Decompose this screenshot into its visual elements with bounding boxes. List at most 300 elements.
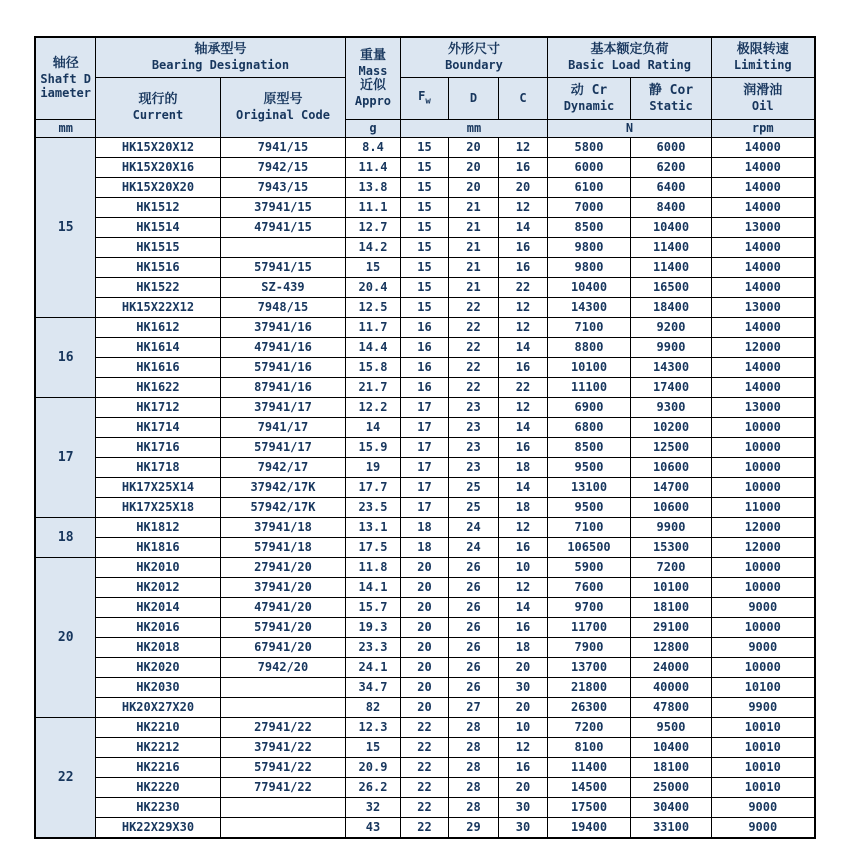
table-row (35, 277, 814, 297)
cell-fw: 16 (400, 317, 448, 337)
cell-current: HK2030 (95, 677, 220, 697)
cell-d: 21 (448, 257, 498, 277)
header-boundary-en: Boundary (445, 57, 503, 72)
cell-static: 10400 (631, 737, 712, 757)
cell-d: 21 (448, 277, 498, 297)
cell-original-code: 7942/20 (220, 657, 345, 677)
cell-d: 24 (448, 537, 498, 557)
unit-shaft-mm: mm (35, 119, 95, 137)
cell-dynamic: 14500 (548, 777, 631, 797)
cell-mass: 20.4 (345, 277, 400, 297)
table-row (35, 617, 814, 637)
table-row (35, 457, 814, 477)
cell-dynamic: 5800 (548, 137, 631, 157)
cell-fw: 15 (400, 257, 448, 277)
cell-dynamic: 9800 (548, 257, 631, 277)
cell-fw: 16 (400, 377, 448, 397)
cell-fw: 15 (400, 197, 448, 217)
header-fw-sub: w (425, 96, 431, 107)
cell-dynamic: 10400 (548, 277, 631, 297)
header-designation-en: Bearing Designation (151, 57, 290, 72)
cell-c: 16 (498, 257, 547, 277)
cell-dynamic: 7200 (548, 717, 631, 737)
cell-c: 14 (498, 217, 547, 237)
cell-rpm: 12000 (712, 537, 815, 557)
cell-rpm: 10000 (712, 437, 815, 457)
cell-dynamic: 11700 (548, 617, 631, 637)
cell-mass: 11.4 (345, 157, 400, 177)
cell-static: 18100 (631, 597, 712, 617)
cell-fw: 17 (400, 397, 448, 417)
cell-static: 9900 (631, 337, 712, 357)
cell-mass: 11.7 (345, 317, 400, 337)
cell-original-code: 57941/22 (220, 757, 345, 777)
cell-static: 9300 (631, 397, 712, 417)
cell-original-code: 37941/17 (220, 397, 345, 417)
cell-dynamic: 6100 (548, 177, 631, 197)
cell-fw: 20 (400, 597, 448, 617)
cell-mass: 23.5 (345, 497, 400, 517)
cell-static: 11400 (631, 237, 712, 257)
cell-current: HK22X29X30 (95, 817, 220, 838)
cell-current: HK1816 (95, 537, 220, 557)
cell-original-code: 57941/16 (220, 357, 345, 377)
header-row-titles (35, 37, 814, 77)
cell-c: 14 (498, 477, 547, 497)
cell-original-code: 57942/17K (220, 497, 345, 517)
table-row (35, 197, 814, 217)
header-load-en: Basic Load Rating (568, 57, 691, 72)
cell-dynamic: 17500 (548, 797, 631, 817)
cell-c: 20 (498, 697, 547, 717)
cell-current: HK1515 (95, 237, 220, 257)
cell-fw: 20 (400, 577, 448, 597)
cell-c: 10 (498, 717, 547, 737)
cell-current: HK2010 (95, 557, 220, 577)
cell-current: HK2014 (95, 597, 220, 617)
cell-rpm: 13000 (712, 297, 815, 317)
cell-fw: 22 (400, 737, 448, 757)
unit-speed-rpm: rpm (712, 119, 815, 137)
cell-d: 28 (448, 797, 498, 817)
table-row (35, 597, 814, 617)
cell-dynamic: 21800 (548, 677, 631, 697)
table-row (35, 337, 814, 357)
header-mass-cn: 重量 (359, 48, 386, 64)
header-current (95, 77, 220, 137)
cell-fw: 17 (400, 457, 448, 477)
cell-mass: 12.2 (345, 397, 400, 417)
cell-dynamic: 9700 (548, 597, 631, 617)
table-row (35, 477, 814, 497)
cell-mass: 23.3 (345, 637, 400, 657)
table-row (35, 677, 814, 697)
cell-dynamic: 9500 (548, 497, 631, 517)
table-row (35, 717, 814, 737)
cell-original-code: 57941/20 (220, 617, 345, 637)
cell-dynamic: 14300 (548, 297, 631, 317)
cell-fw: 18 (400, 517, 448, 537)
cell-current: HK17X25X18 (95, 497, 220, 517)
cell-dynamic: 11100 (548, 377, 631, 397)
table-row (35, 437, 814, 457)
cell-original-code: 47941/20 (220, 597, 345, 617)
cell-d: 29 (448, 817, 498, 838)
cell-d: 20 (448, 137, 498, 157)
header-current-en: Current (132, 107, 184, 122)
cell-c: 22 (498, 377, 547, 397)
header-boundary (400, 37, 547, 77)
cell-static: 29100 (631, 617, 712, 637)
table-row (35, 137, 814, 157)
cell-dynamic: 8100 (548, 737, 631, 757)
shaft-diameter-cell: 15 (35, 137, 95, 317)
table-row (35, 777, 814, 797)
cell-current: HK2012 (95, 577, 220, 597)
cell-mass: 82 (345, 697, 400, 717)
header-dynamic (548, 77, 631, 119)
cell-current: HK1516 (95, 257, 220, 277)
table-row (35, 657, 814, 677)
cell-dynamic: 8500 (548, 437, 631, 457)
cell-original-code: 7941/17 (220, 417, 345, 437)
cell-static: 12800 (631, 637, 712, 657)
cell-mass: 15.9 (345, 437, 400, 457)
cell-rpm: 14000 (712, 197, 815, 217)
cell-d: 28 (448, 777, 498, 797)
cell-mass: 13.1 (345, 517, 400, 537)
cell-static: 15300 (631, 537, 712, 557)
table-row (35, 637, 814, 657)
unit-load-n: N (548, 119, 712, 137)
cell-fw: 16 (400, 337, 448, 357)
cell-d: 26 (448, 577, 498, 597)
shaft-diameter-cell: 22 (35, 717, 95, 838)
cell-original-code: 7941/15 (220, 137, 345, 157)
header-fw-main: F (418, 88, 426, 103)
cell-rpm: 14000 (712, 277, 815, 297)
cell-mass: 14.1 (345, 577, 400, 597)
table-row (35, 517, 814, 537)
cell-d: 21 (448, 217, 498, 237)
table-row (35, 357, 814, 377)
cell-dynamic: 8500 (548, 217, 631, 237)
cell-original-code: 67941/20 (220, 637, 345, 657)
cell-d: 22 (448, 337, 498, 357)
cell-d: 23 (448, 437, 498, 457)
cell-original-code: 37941/15 (220, 197, 345, 217)
cell-mass: 14 (345, 417, 400, 437)
cell-mass: 15.8 (345, 357, 400, 377)
header-oil-en: Oil (751, 98, 774, 113)
cell-mass: 43 (345, 817, 400, 838)
cell-rpm: 14000 (712, 157, 815, 177)
cell-static: 16500 (631, 277, 712, 297)
cell-dynamic: 6800 (548, 417, 631, 437)
cell-d: 22 (448, 297, 498, 317)
table-row (35, 817, 814, 838)
cell-fw: 20 (400, 637, 448, 657)
cell-d: 20 (448, 177, 498, 197)
cell-current: HK20X27X20 (95, 697, 220, 717)
header-dynamic-cn: 动 Cr (570, 83, 608, 98)
cell-mass: 15 (345, 737, 400, 757)
cell-c: 18 (498, 457, 547, 477)
cell-d: 23 (448, 417, 498, 437)
cell-original-code: 37941/22 (220, 737, 345, 757)
cell-static: 25000 (631, 777, 712, 797)
cell-current: HK1714 (95, 417, 220, 437)
cell-dynamic: 10100 (548, 357, 631, 377)
cell-current: HK1522 (95, 277, 220, 297)
cell-rpm: 9000 (712, 597, 815, 617)
cell-original-code (220, 237, 345, 257)
cell-c: 14 (498, 337, 547, 357)
header-oil-cn: 润滑油 (743, 83, 783, 98)
cell-d: 21 (448, 237, 498, 257)
cell-d: 28 (448, 737, 498, 757)
cell-dynamic: 7100 (548, 517, 631, 537)
cell-rpm: 10000 (712, 457, 815, 477)
cell-mass: 17.5 (345, 537, 400, 557)
cell-c: 16 (498, 437, 547, 457)
cell-rpm: 10000 (712, 477, 815, 497)
cell-dynamic: 7600 (548, 577, 631, 597)
cell-fw: 20 (400, 617, 448, 637)
cell-mass: 19.3 (345, 617, 400, 637)
cell-current: HK1612 (95, 317, 220, 337)
cell-static: 7200 (631, 557, 712, 577)
cell-c: 18 (498, 637, 547, 657)
header-col-fw (400, 77, 448, 119)
cell-c: 12 (498, 737, 547, 757)
cell-rpm: 12000 (712, 337, 815, 357)
cell-rpm: 10010 (712, 777, 815, 797)
header-mass-sub-cn: 近似 (359, 78, 386, 94)
cell-d: 23 (448, 397, 498, 417)
cell-fw: 17 (400, 437, 448, 457)
cell-rpm: 10000 (712, 417, 815, 437)
header-original-cn: 原型号 (263, 92, 303, 107)
cell-static: 10600 (631, 497, 712, 517)
cell-fw: 20 (400, 677, 448, 697)
table-row (35, 237, 814, 257)
cell-dynamic: 11400 (548, 757, 631, 777)
cell-dynamic: 5900 (548, 557, 631, 577)
cell-mass: 32 (345, 797, 400, 817)
cell-static: 18100 (631, 757, 712, 777)
cell-c: 10 (498, 557, 547, 577)
table-row (35, 697, 814, 717)
cell-d: 20 (448, 157, 498, 177)
cell-fw: 22 (400, 757, 448, 777)
cell-static: 9900 (631, 517, 712, 537)
cell-dynamic: 19400 (548, 817, 631, 838)
cell-original-code: 77941/22 (220, 777, 345, 797)
cell-c: 30 (498, 797, 547, 817)
cell-static: 12500 (631, 437, 712, 457)
header-static-en: Static (649, 98, 693, 113)
cell-original-code: SZ-439 (220, 277, 345, 297)
cell-d: 23 (448, 457, 498, 477)
header-dynamic-en: Dynamic (563, 98, 615, 113)
cell-fw: 22 (400, 777, 448, 797)
cell-d: 26 (448, 637, 498, 657)
cell-d: 25 (448, 477, 498, 497)
cell-static: 17400 (631, 377, 712, 397)
cell-rpm: 13000 (712, 397, 815, 417)
cell-mass: 17.7 (345, 477, 400, 497)
cell-c: 22 (498, 277, 547, 297)
cell-static: 6400 (631, 177, 712, 197)
header-col-c: C (498, 77, 547, 119)
header-mass-sub-en: Appro (354, 93, 392, 108)
cell-mass: 13.8 (345, 177, 400, 197)
cell-static: 10100 (631, 577, 712, 597)
cell-fw: 18 (400, 537, 448, 557)
shaft-diameter-cell: 20 (35, 557, 95, 717)
cell-original-code (220, 697, 345, 717)
table-row (35, 797, 814, 817)
cell-fw: 15 (400, 297, 448, 317)
cell-c: 20 (498, 777, 547, 797)
cell-original-code: 87941/16 (220, 377, 345, 397)
cell-dynamic: 6900 (548, 397, 631, 417)
cell-d: 26 (448, 617, 498, 637)
cell-original-code: 27941/20 (220, 557, 345, 577)
cell-static: 11400 (631, 257, 712, 277)
cell-dynamic: 13100 (548, 477, 631, 497)
cell-d: 21 (448, 197, 498, 217)
cell-c: 12 (498, 577, 547, 597)
header-original-code (220, 77, 345, 137)
cell-d: 22 (448, 317, 498, 337)
header-shaft-en: Shaft Diameter (40, 71, 91, 101)
cell-c: 20 (498, 177, 547, 197)
cell-dynamic: 9500 (548, 457, 631, 477)
header-speed-en: Limiting (733, 57, 792, 72)
shaft-diameter-cell: 17 (35, 397, 95, 517)
cell-rpm: 12000 (712, 517, 815, 537)
table-row (35, 537, 814, 557)
cell-static: 10600 (631, 457, 712, 477)
cell-original-code: 37942/17K (220, 477, 345, 497)
cell-mass: 14.2 (345, 237, 400, 257)
cell-original-code (220, 677, 345, 697)
cell-mass: 12.3 (345, 717, 400, 737)
shaft-diameter-cell: 16 (35, 317, 95, 397)
cell-dynamic: 13700 (548, 657, 631, 677)
cell-original-code: 7943/15 (220, 177, 345, 197)
header-col-d: D (448, 77, 498, 119)
cell-dynamic: 7000 (548, 197, 631, 217)
header-limiting-speed (712, 37, 815, 77)
cell-c: 20 (498, 657, 547, 677)
cell-static: 9200 (631, 317, 712, 337)
table-row (35, 757, 814, 777)
cell-current: HK1512 (95, 197, 220, 217)
cell-c: 18 (498, 497, 547, 517)
cell-static: 10400 (631, 217, 712, 237)
cell-current: HK1718 (95, 457, 220, 477)
cell-mass: 11.1 (345, 197, 400, 217)
cell-mass: 15.7 (345, 597, 400, 617)
cell-c: 14 (498, 417, 547, 437)
cell-mass: 8.4 (345, 137, 400, 157)
cell-dynamic: 26300 (548, 697, 631, 717)
cell-c: 16 (498, 757, 547, 777)
cell-current: HK1614 (95, 337, 220, 357)
cell-rpm: 10010 (712, 717, 815, 737)
cell-d: 28 (448, 757, 498, 777)
cell-static: 47800 (631, 697, 712, 717)
cell-c: 12 (498, 517, 547, 537)
cell-d: 26 (448, 657, 498, 677)
table-row (35, 377, 814, 397)
cell-original-code: 27941/22 (220, 717, 345, 737)
cell-rpm: 10000 (712, 557, 815, 577)
cell-fw: 17 (400, 497, 448, 517)
cell-c: 16 (498, 357, 547, 377)
cell-original-code: 7948/15 (220, 297, 345, 317)
cell-fw: 15 (400, 277, 448, 297)
cell-c: 12 (498, 197, 547, 217)
cell-rpm: 13000 (712, 217, 815, 237)
cell-rpm: 14000 (712, 137, 815, 157)
cell-current: HK17X25X14 (95, 477, 220, 497)
cell-dynamic: 7900 (548, 637, 631, 657)
cell-current: HK2220 (95, 777, 220, 797)
cell-current: HK2018 (95, 637, 220, 657)
table-row (35, 297, 814, 317)
header-mass (345, 37, 400, 119)
cell-original-code: 57941/17 (220, 437, 345, 457)
cell-dynamic: 106500 (548, 537, 631, 557)
cell-static: 30400 (631, 797, 712, 817)
cell-static: 6000 (631, 137, 712, 157)
cell-mass: 21.7 (345, 377, 400, 397)
header-static-cn: 静 Cor (648, 83, 694, 98)
cell-original-code (220, 797, 345, 817)
cell-fw: 15 (400, 157, 448, 177)
cell-rpm: 9000 (712, 797, 815, 817)
cell-d: 22 (448, 377, 498, 397)
cell-current: HK2212 (95, 737, 220, 757)
cell-d: 28 (448, 717, 498, 737)
cell-original-code: 37941/16 (220, 317, 345, 337)
cell-static: 24000 (631, 657, 712, 677)
cell-mass: 12.7 (345, 217, 400, 237)
cell-dynamic: 8800 (548, 337, 631, 357)
cell-static: 14700 (631, 477, 712, 497)
cell-rpm: 9000 (712, 817, 815, 838)
cell-fw: 17 (400, 417, 448, 437)
cell-original-code: 47941/16 (220, 337, 345, 357)
table-row (35, 417, 814, 437)
header-current-cn: 现行的 (138, 92, 178, 107)
cell-current: HK2210 (95, 717, 220, 737)
header-mass-en: Mass (358, 63, 388, 78)
cell-current: HK2020 (95, 657, 220, 677)
cell-rpm: 10010 (712, 737, 815, 757)
cell-d: 25 (448, 497, 498, 517)
cell-c: 30 (498, 677, 547, 697)
cell-original-code: 37941/20 (220, 577, 345, 597)
cell-current: HK1716 (95, 437, 220, 457)
cell-c: 16 (498, 237, 547, 257)
cell-c: 16 (498, 157, 547, 177)
cell-rpm: 10000 (712, 657, 815, 677)
